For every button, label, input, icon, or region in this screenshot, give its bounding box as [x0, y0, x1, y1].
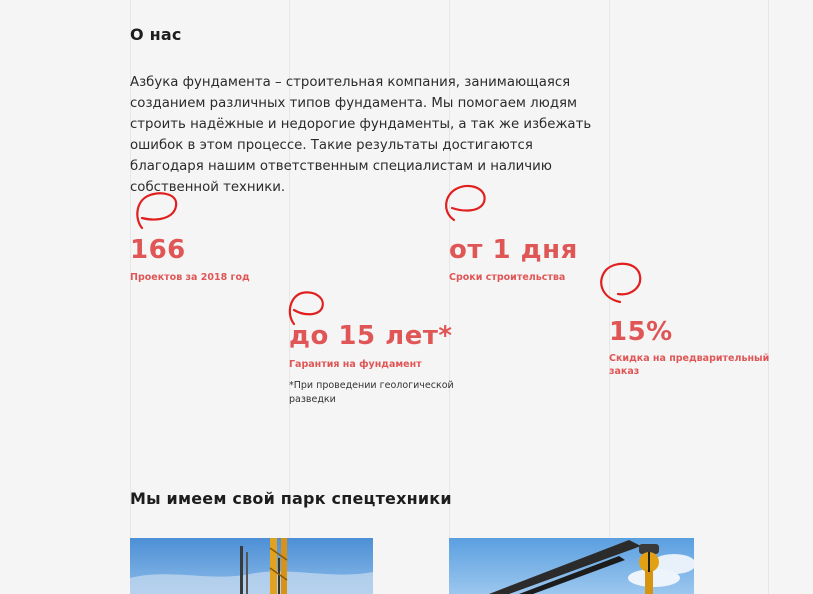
stat-projects-caption: Проектов за 2018 год — [130, 272, 250, 283]
stat-discount-caption: Скидка на предварительный заказ — [609, 353, 770, 377]
stat-duration-value: от 1 дня — [449, 235, 578, 265]
grid-line — [768, 0, 769, 594]
stat-projects-value: 166 — [130, 235, 186, 265]
annotation-scribble — [132, 188, 184, 234]
equipment-photo-drill-rig — [130, 538, 373, 594]
stat-duration-caption: Сроки строительства — [449, 272, 566, 283]
annotation-scribble — [594, 258, 646, 306]
stat-warranty-value: до 15 лет* — [289, 321, 453, 351]
about-text: Азбука фундамента – строительная компания, занимающаяся созданием различных типов фундамента. Мы помогаем людям строить надёжные и недорогие фундаменты, а так же избежать ошибок в этом процессе. Такие результаты достигаются благодаря нашим ответственным специалистам и наличию собственной техники. — [130, 75, 592, 195]
annotation-scribble — [284, 288, 330, 328]
stat-warranty-caption: Гарантия на фундамент — [289, 359, 422, 370]
equipment-title: Мы имеем свой парк спецтехники — [130, 489, 452, 508]
equipment-photo-crane — [449, 538, 694, 594]
about-title: О нас — [130, 25, 182, 44]
annotation-scribble — [440, 182, 492, 224]
stat-warranty-note: *При проведении геологической разведки — [289, 380, 454, 405]
stat-discount-value: 15% — [609, 317, 673, 347]
